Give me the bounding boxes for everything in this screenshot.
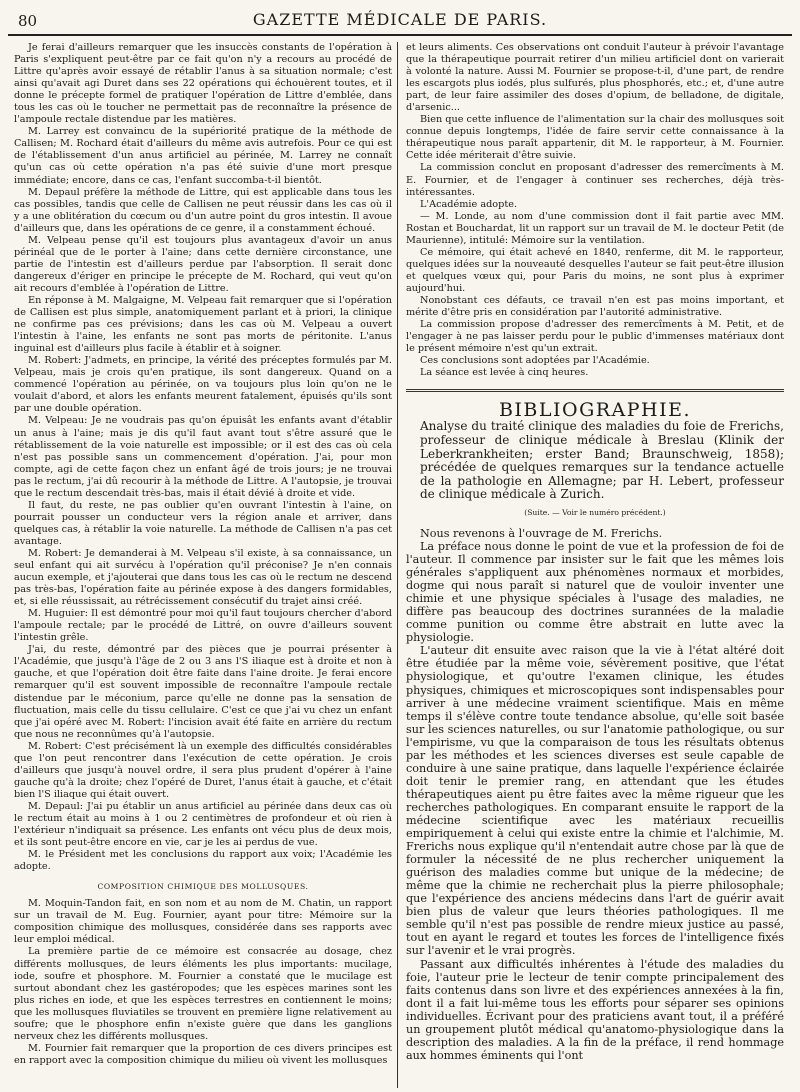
paragraph: M. Velpeau: Je ne voudrais pas qu'on épuisât les enfants avant d'établir un anus à l'aine; mais je dis qu'il faut avant tout s'être assuré que le rétablissement de la voie naturelle est impossible; or il est des cas où cela n'est pas possible sans un commencement d'opération. J'ai, pour mon compte, agi de cette façon chez un enfant âgé de trois jours; je ne trouvai pas le rectum, j'ai dû recourir à la méthode de Littre. A l'autopsie, je trouvai que le rectum descendait très-bas, mais il était dévié à droite et vide. (14, 415, 392, 499)
paragraph: La commission propose d'adresser des remercîments à M. Petit, et de l'engager à ne pas laisser perdu pour le public d'immenses matériaux dont le présent mémoire n'est qu'un extrait. (406, 319, 784, 355)
paragraph: La commission conclut en proposant d'adresser des remercîments à M. E. Fournier, et de l'engager à continuer ses recherches, déjà très-intéressantes. (406, 162, 784, 198)
paragraph: M. le Président met les conclusions du rapport aux voix; l'Académie les adopte. (14, 849, 392, 873)
paragraph: M. Robert: Je demanderai à M. Velpeau s'il existe, à sa connaissance, un seul enfant qui ait survécu à l'opération qu'il préconise? Je n'en connais aucun exemple, et j'ajouterai que dans tous les cas où le rectum ne descend pas très-bas, l'opération faite au périnée expose à des dangers formidables, et, si elle réussissait, au rétrécissement consécutif du trajet ainsi créé. (14, 547, 392, 608)
section-title: COMPOSITION CHIMIQUE DES MOLLUSQUES. (97, 882, 309, 892)
paragraph: M. Moquin-Tandon fait, en son nom et au nom de M. Chatin, un rapport sur un travail de M. Eug. Fournier, ayant pour titre: Mémoire sur la composition chimique des mollusques, considérée dans ses rapports avec leur emploi médical. (14, 898, 392, 946)
continuation-note: (Suite. — Voir le numéro précédent.) (524, 507, 666, 517)
paragraph: J'ai, du reste, démontré par des pièces que je pourrai présenter à l'Académie, que jusqu'à l'âge de 2 ou 3 ans l'S iliaque est à droite et non à gauche, et que l'opération doit être faite dans l'aine droite. Je ferai encore remarquer qu'il est souvent impossible de reconnaître l'ampoule rectale distendue par le méconium, parce qu'elle ne donne pas la sensation de fluctuation, mais celle du tissu cellulaire. C'est ce que j'ai vu chez un enfant que j'ai opéré avec M. Robert: l'incision avait été faite en arrière du rectum que nous ne reconnûmes qu'à l'autopsie. (14, 644, 392, 740)
paragraph: Nous revenons à l'ouvrage de M. Frerichs. (420, 526, 663, 540)
paragraph: La préface nous donne le point de vue et la profession de foi de l'auteur. Il commence par insister sur le fait que les mêmes lois générales s'appliquent aux phénomènes normaux et morbides, dogme qui nous paraît si naturel que de vouloir inventer une chimie et une physique spéciales à l'usage des maladies, ne diffère pas beaucoup des doctrines surannées de la maladie comme punition ou comme être abstrait en lutte avec la physiologie. (406, 540, 784, 645)
paragraph: Passant aux difficultés inhérentes à l'étude des maladies du foie, l'auteur prie le lecteur de tenir compte principalement des faits contenus dans son livre et des expériences annexées à la fin, dont il a fait lui-même tous les efforts pour séparer ses opinions individuelles. Écrivant pour des praticiens avant tout, il a préféré un groupement plutôt médical qu'anatomo-physiologique dans la description des maladies. A la fin de la préface, il rend hommage aux hommes éminents qui l'ont (406, 957, 784, 1062)
bibliography-title: BIBLIOGRAPHIE. (498, 399, 692, 422)
paragraph: M. Depaul préfère la méthode de Littre, qui est applicable dans tous les cas possibles, tandis que celle de Callisen ne peut réussir dans les cas où il y a une oblitération du cœcum ou d'un autre point du gros intestin. Il avoue d'ailleurs que, dans les opérations de ce genre, il a constamment échoué. (14, 186, 392, 234)
paragraph: La première partie de ce mémoire est consacrée au dosage, chez différents mollusques, de leurs éléments les plus importants: mucilage, iode, soufre et phosphore. M. Fournier a constaté que le mucilage est surtout abondant chez les gastéropodes; que les espèces marines sont les plus riches en iode, et que les espèces terrestres en contiennent le moins; que les mollusques fluviatiles se trouvent en première ligne relativement au soufre; que le phosphore enfin n'existe guère que dans les ganglions nerveux chez les différents mollusques. (14, 946, 392, 1042)
paragraph: La séance est levée à cinq heures. (420, 367, 589, 379)
paragraph: et leurs aliments. Ces observations ont conduit l'auteur à prévoir l'avantage que la thérapeutique pourrait retirer d'un milieu artificiel dont on varierait à volonté la nature. Aussi M. Fournier se propose-t-il, d'une part, de rendre les escargots plus iodés, plus sulfurés, plus phosphorés, etc.; et, d'une autre part, de leur faire assimiler des doses d'opium, de belladone, de digitale, d'arsenic... (406, 42, 784, 114)
page-header (8, 0, 792, 36)
paragraph: M. Fournier fait remarquer que la proportion de ces divers principes est en rapport avec la composition chimique du milieu où vivent les mollusques (14, 1042, 392, 1066)
columns (8, 42, 792, 1088)
paragraph: Ce mémoire, qui était achevé en 1840, renferme, dit M. le rapporteur, quelques idées sur la nouveauté desquelles l'auteur se fait peut-être illusion et quelques vœux qui, pour Paris du moins, ne sont plus à exprimer aujourd'hui. (406, 246, 784, 294)
paragraph: M. Velpeau pense qu'il est toujours plus avantageux d'avoir un anus périnéal que de le porter à l'aine; dans cette dernière circonstance, une partie de l'intestin est d'ailleurs perdue par l'absorption. Il serait donc dangereux d'ériger en principe le précepte de M. Rochard, qui veut qu'on ait recours d'emblée à l'opération de Littre. (14, 234, 392, 294)
paragraph: M. Huguier: Il est démontré pour moi qu'il faut toujours chercher d'abord l'ampoule rectale; par le procédé de Littré, on ouvre d'ailleurs souvent l'intestin grêle. (14, 608, 392, 644)
paragraph: En réponse à M. Malgaigne, M. Velpeau fait remarquer que si l'opération de Callisen est plus simple, anatomiquement parlant et à priori, la clinique ne confirme pas ces prévisions; dans les cas où M. Velpeau a ouvert l'intestin à l'aine, les enfants ne sont pas morts de péritonite. L'anus inguinal est d'ailleurs plus facile à établir et à soigner. (14, 294, 392, 355)
paragraph: L'Académie adopte. (420, 198, 518, 210)
bibliography-heading: Analyse du traité clinique des maladies du foie de Frerichs, professeur de clinique médicale à Breslau (Klinik der Leberkrankheiten; erster Band; Braunschweig, 1858); précédée de quelques remarques sur la tendance actuelle de la pathologie en Allemagne; par H. Lebert, professeur de clinique médicale à Zurich. (420, 419, 784, 502)
right-column (406, 42, 784, 1088)
paragraph: L'auteur dit ensuite avec raison que la vie à l'état altéré doit être étudiée par la même voie, sévèrement positive, que l'état physiologique, et qu'outre l'examen clinique, les études physiques, chimiques et microscopiques sont indispensables pour arriver à une médecine vraiment scientifique. Mais en même temps il s'élève contre toute tendance absolue, qu'elle soit basée sur les sciences naturelles, ou sur l'anatomie pathologique, ou sur l'empirisme, vu que la comparaison de tous les résultats obtenus par les méthodes et les sciences diverses est seule capable de conduire à une saine pratique, dans laquelle l'expérience éclairée doit tenir le premier rang, en attendant que les études thérapeutiques aient pu être faites avec la même rigueur que les recherches pathologiques. En comparant ensuite le rapport de la médecine scientifique avec les matériaux recueillis empiriquement à celui qui existe entre la chimie et l'alchimie, M. Frerichs nous explique qu'il n'entendait autre chose par là que de formuler la nécessité de ne plus rechercher uniquement la guérison des maladies comme but unique de la médecine; de même que la chimie ne recherchait plus la pierre philosophale; que l'expérience des anciens médecins dans l'art de guérir avait bien plus de valeur que leurs théories pathologiques. Il me semble qu'il n'est pas possible de rendre mieux justice au passé, tout en ayant le regard et toutes les forces de l'intelligence fixés sur l'avenir et le vrai progrès. (406, 644, 784, 958)
paragraph: M. Robert: C'est précisément là un exemple des difficultés considérables que l'on peut rencontrer dans l'exécution de cette opération. Je crois d'ailleurs que jusqu'à nouvel ordre, il sera plus prudent d'opérer à l'aine gauche qu'à la droite; chez l'opéré de Duret, l'anus était à gauche, et c'était bien l'S iliaque qui était ouvert. (14, 740, 392, 800)
page-number: 80 (18, 12, 38, 30)
paragraph: M. Robert: J'admets, en principe, la vérité des préceptes formulés par M. Velpeau, mais je crois qu'en pratique, ils sont dangereux. Quand on a commencé l'opération au périnée, on va toujours plus loin qu'on ne le voulait d'abord, et alors les enfants meurent fatalement, épuisés qu'ils sont par une double opération. (14, 355, 392, 415)
section-divider (406, 389, 784, 392)
paragraph: Je ferai d'ailleurs remarquer que les insuccès constants de l'opération à Paris s'expliquent peut-être par ce fait qu'on n'y a recours au procédé de Littre qu'après avoir essayé de rétablir l'anus à sa situation normale; c'est ainsi qu'avait agi Duret dans ses 22 opérations qui échouèrent toutes, et il donne le précepte formel de pratiquer l'opération de Littre d'emblée, dans tous les cas où le toucher ne permettait pas de reconnaître la présence de l'ampoule rectale distendue par les matières. (14, 42, 392, 126)
journal-title: GAZETTE MÉDICALE DE PARIS. (252, 10, 548, 29)
column-divider (397, 42, 398, 1088)
paragraph: Bien que cette influence de l'alimentation sur la chair des mollusques soit connue depuis longtemps, l'idée de faire servir cette connaissance à la thérapeutique nous paraît appartenir, dit M. le rapporteur, à M. Fournier. Cette idée mériterait d'être suivie. (406, 114, 784, 162)
paragraph: M. Depaul: J'ai pu établir un anus artificiel au périnée dans deux cas où le rectum était au moins à 1 ou 2 centimètres de profondeur et où rien à l'extérieur n'indiquait sa présence. Les enfants ont vécu plus de deux mois, et ils sont peut-être encore en vie, car je les ai perdus de vue. (14, 800, 392, 849)
paragraph: — M. Londe, au nom d'une commission dont il fait partie avec MM. Rostan et Bouchardat, lit un rapport sur un travail de M. le docteur Petit (de Maurienne), intitulé: Mémoire sur la ventilation. (406, 210, 784, 246)
left-column (14, 42, 392, 1088)
paragraph: M. Larrey est convaincu de la supériorité pratique de la méthode de Callisen; M. Rochard était d'ailleurs du même avis autrefois. Pour ce qui est de l'établissement d'un anus artificiel au périnée, M. Larrey ne connaît qu'un cas où cette opération n'a pas été suivie d'une mort presque immédiate; encore, dans ce cas, l'enfant succomba-t-il bientôt. (14, 126, 392, 186)
bibliography-body (406, 527, 784, 1062)
paragraph: Nonobstant ces défauts, ce travail n'en est pas moins important, et mérite d'être pris en considération par l'autorité administrative. (406, 294, 784, 319)
paragraph: Il faut, du reste, ne pas oublier qu'en ouvrant l'intestin à l'aine, on pourrait pousser un conducteur vers la région anale et arriver, dans quelques cas, à rétablir la voie naturelle. La méthode de Callisen n'a pas cet avantage. (14, 499, 392, 547)
paragraph: Ces conclusions sont adoptées par l'Académie. (420, 355, 650, 367)
